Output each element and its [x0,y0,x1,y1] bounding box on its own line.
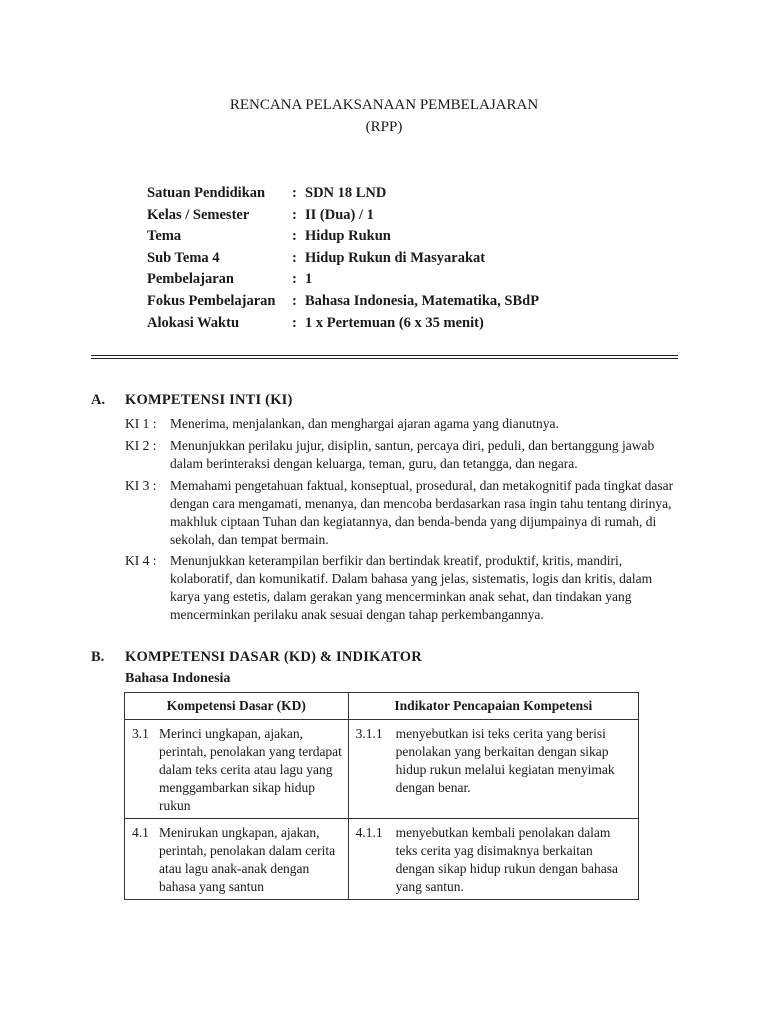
identity-value: 1 [305,271,313,287]
identity-colon: : [292,185,297,201]
identity-label: Fokus Pembelajaran [147,293,276,309]
identity-row [147,183,386,203]
ki-item [125,552,685,624]
identity-row [147,313,484,333]
subject-heading: Bahasa Indonesia [125,671,231,686]
identity-colon: : [292,228,297,244]
identity-label: Alokasi Waktu [147,315,240,331]
identity-label: Sub Tema 4 [147,250,220,266]
identity-colon: : [292,315,297,331]
identity-value: Hidup Rukun di Masyarakat [305,250,486,266]
column-header: Indikator Pencapaian Kompetensi [348,693,638,720]
ki-code: KI 1 : [125,416,157,431]
kd-cell [125,720,349,819]
indicator-cell [348,819,638,900]
ki-code: KI 4 : [125,553,157,568]
ki-code: KI 2 : [125,438,157,453]
kd-table [124,692,639,900]
identity-row [147,226,391,246]
identity-value: II (Dua) / 1 [305,207,374,223]
identity-label: Satuan Pendidikan [147,185,266,201]
identity-row [147,269,312,289]
identity-label: Pembelajaran [147,271,234,287]
identity-value: 1 x Pertemuan (6 x 35 menit) [305,315,484,331]
identity-value: Hidup Rukun [305,228,391,244]
identity-colon: : [292,271,297,287]
indicator-text: menyebutkan kembali penolakan dalam teks cerita yag disimaknya berkaitan dengan sikap hidup rukun dengan bahasa yang santun. [395,825,618,894]
kd-cell [125,819,349,900]
ki-code: KI 3 : [125,478,157,493]
identity-colon: : [292,207,297,223]
kd-number: 3.1 [132,726,149,741]
identity-label: Tema [147,228,182,244]
identity-value: Bahasa Indonesia, Matematika, SBdP [305,293,540,309]
indicator-number: 4.1.1 [355,825,383,840]
column-header: Kompetensi Dasar (KD) [125,693,349,720]
indicator-text: menyebutkan isi teks cerita yang berisi penolakan yang berkaitan dengan sikap hidup rukun melalui kegiatan menyimak dengan benar. [395,726,615,795]
table-row [125,720,639,819]
ki-item [125,415,685,433]
section-a-title: KOMPETENSI INTI (KI) [125,392,293,408]
ki-text: Menunjukkan keterampilan berfikir dan bertindak kreatif, produktif, kritis, mandiri, kolaboratif, dan komunikatif. Dalam bahasa yang jelas, sistematis, logis dan kritis, dalam karya yang estetis, dalam gerakan yang mencerminkan anak sehat, dan tindakan yang mencerminkan perilaku anak sesuai dengan tahap perkembangannya. [170,553,653,622]
divider-line [91,358,678,359]
ki-item [125,437,685,473]
indicator-cell [348,720,638,819]
ki-text: Menunjukkan perilaku jujur, disiplin, santun, percaya diri, peduli, dan bertanggung jawab dalam berinteraksi dengan keluarga, teman, guru, dan tetangga, dan negara. [170,438,655,471]
identity-row [147,205,374,225]
identity-colon: : [292,293,297,309]
ki-item [125,477,685,549]
ki-text: Memahami pengetahuan faktual, konseptual, prosedural, dan metakognitif pada tingkat dasar dengan cara mengamati, menanya, dan mencoba berdasarkan rasa ingin tahu tentang dirinya, makhluk ciptaan Tuhan dan kegiatannya, dan benda-benda yang dijumpainya di rumah, di sekolah, dan tempat bermain. [170,478,674,547]
table-row [125,819,639,900]
section-a-letter: A. [91,392,106,408]
section-b-letter: B. [91,649,105,665]
identity-value: SDN 18 LND [305,185,387,201]
indicator-number: 3.1.1 [355,726,383,741]
identity-row [147,248,485,268]
kd-text: Menirukan ungkapan, ajakan, perintah, penolakan dalam cerita atau lagu anak-anak dengan bahasa yang santun [159,825,336,894]
identity-label: Kelas / Semester [147,207,250,223]
document-title: RENCANA PELAKSANAAN PEMBELAJARAN [229,97,539,113]
divider-line [91,355,678,356]
kd-number: 4.1 [132,825,149,840]
ki-text: Menerima, menjalankan, dan menghargai ajaran agama yang dianutnya. [170,416,559,431]
section-b-title: KOMPETENSI DASAR (KD) & INDIKATOR [125,649,422,665]
document-subtitle: (RPP) [365,119,403,135]
identity-row [147,291,539,311]
table-header-row [125,693,639,720]
kd-text: Merinci ungkapan, ajakan, perintah, penolakan yang terdapat dalam teks cerita atau lagu yang menggambarkan sikap hidup rukun [159,726,342,813]
identity-colon: : [292,250,297,266]
